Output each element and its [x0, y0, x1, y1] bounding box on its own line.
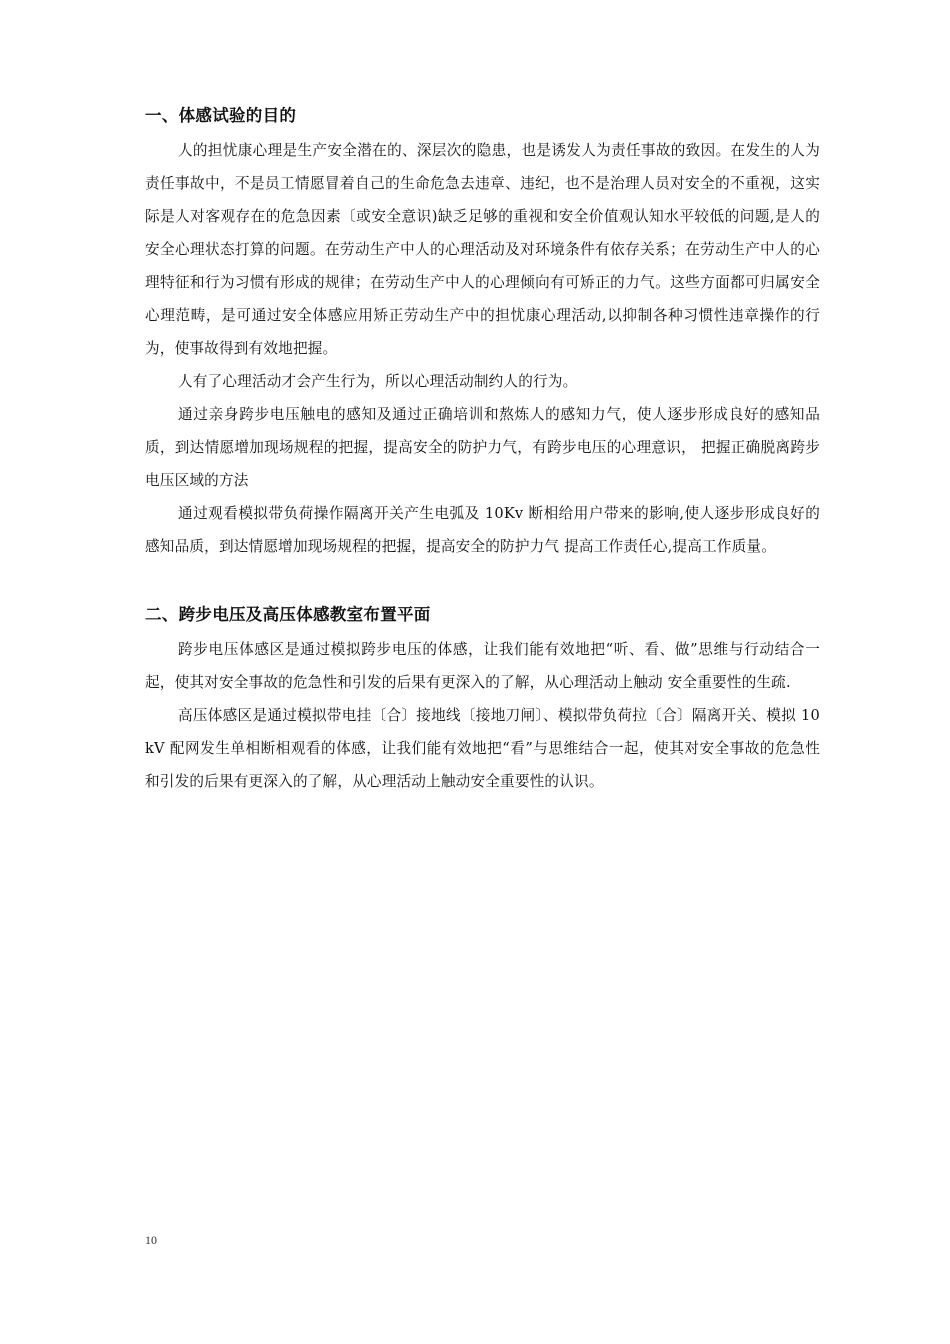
section-2-paragraph-1: 跨步电压体感区是通过模拟跨步电压的体感，让我们能有效地把“听、看、做”思维与行动结合一起，使其对安全事故的危急性和引发的后果有更深入的了解，从心理活动上触动 安全重要性的生疏.: [145, 641, 820, 691]
section-1-paragraph-2: 人有了心理活动才会产生行为，所以心理活动制约人的行为。: [178, 373, 578, 390]
section-1-paragraph-1: 人的担忧康心理是生产安全潜在的、深层次的隐患，也是诱发人为责任事故的致因。在发生的人为责任事故中，不是员工情愿冒着自己的生命危急去违章、违纪，也不是治理人员对安全的不重视，这实际是人对客观存在的危急因素〔或安全意识)缺乏足够的重视和安全价值观认知水平较低的问题,是人的安全心理状态打算的问题。在劳动生产中人的心理活动及对环境条件有依存关系；在劳动生产中人的心理特征和行为习惯有形成的规律；在劳动生产中人的心理倾向有可矫正的力气。这些方面都可归属安全心理范畴，是可通过安全体感应用矫正劳动生产中的担忧康心理活动,以抑制各种习惯性违章操作的行为，使事故得到有效地把握。: [145, 142, 820, 357]
section-2-heading: 二、跨步电压及高压体感教室布置平面: [145, 605, 431, 624]
section-1-heading: 一、体感试验的目的: [145, 106, 297, 125]
section-1-paragraph-3: 通过亲身跨步电压触电的感知及通过正确培训和熬炼人的感知力气，使人逐步形成良好的感知品质，到达情愿增加现场规程的把握，提高安全的防护力气，有跨步电压的心理意识， 把握正确脱离跨步电压区域的方法: [145, 406, 820, 489]
page-number: 10: [145, 1233, 157, 1247]
section-2-paragraph-2: 高压体感区是通过模拟带电挂〔合〕接地线〔接地刀闸〕、模拟带负荷拉〔合〕隔离开关、模拟 10kV 配网发生单相断相观看的体感，让我们能有效地把“看”与思维结合一起，使其对安全事故的危急性和引发的后果有更深入的了解，从心理活动上触动安全重要性的认识。: [145, 707, 820, 790]
page-content: [145, 104, 820, 798]
section-1-paragraph-4: 通过观看模拟带负荷操作隔离开关产生电弧及 10Kv 断相给用户带来的影响,使人逐步形成良好的感知品质，到达情愿增加现场规程的把握，提高安全的防护力气 提高工作责任心,提高工作质量。: [145, 505, 820, 555]
